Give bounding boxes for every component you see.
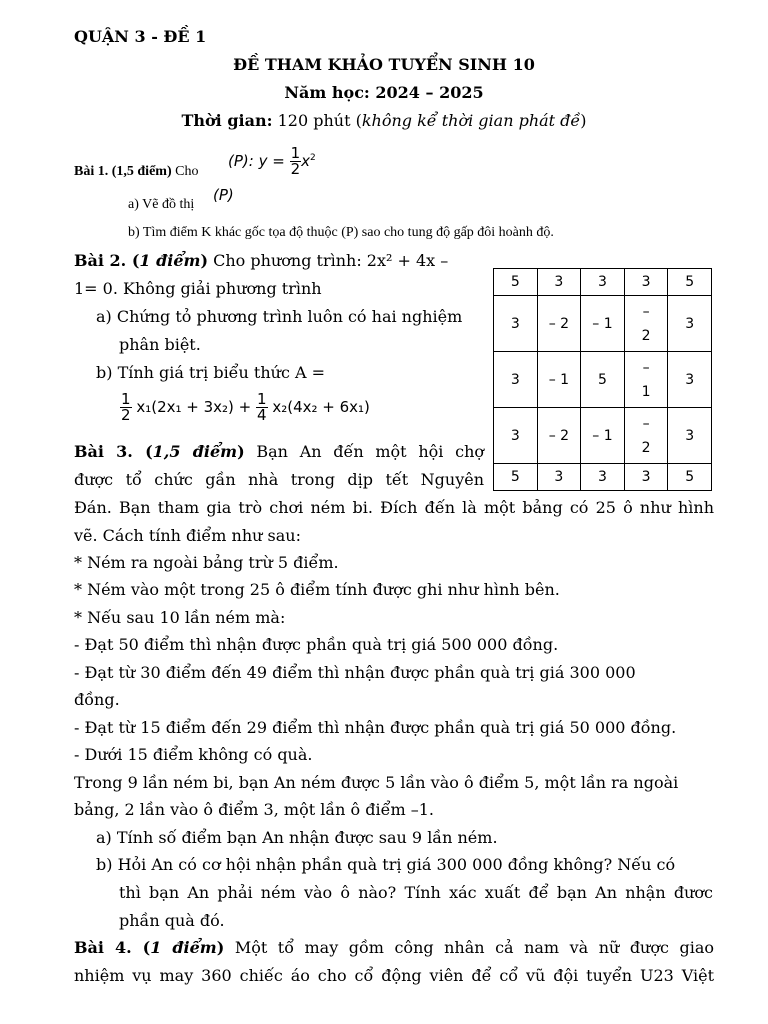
bai3-question-b-line1: b) Hỏi An có cơ hội nhận phần quà trị giá 300 000 đồng không? Nếu có [96,855,676,874]
board-cell: 5 [668,464,712,491]
board-cell: – 2 [537,296,581,352]
board-cell: 3 [537,269,581,296]
bai2-heading: Bài 2. ( [74,251,140,270]
board-cell-stacked: – 1 [641,359,651,400]
board-cell: 3 [581,464,625,491]
expr-half [120,392,132,423]
exam-district: QUẬN 3 - ĐỀ 1 [74,27,207,46]
bai3-story-line1: Trong 9 lần ném bi, bạn An ném được 5 lần vào ô điểm 5, một lần ra ngoài [74,773,679,792]
bai3-heading-close: ) [237,442,245,461]
expr-part2: x₂(4x₂ + 6x₁) [272,398,370,416]
board-row [494,408,712,464]
board-cell [624,296,668,352]
board-cell: 5 [668,269,712,296]
board-cell: 3 [494,352,538,408]
board-row [494,464,712,491]
board-cell: – 1 [537,352,581,408]
bai2-part-b-line1: b) Tính giá trị biểu thức A = [96,363,326,382]
bai4-heading-close: ) [216,938,225,957]
time-note: không kể thời gian phát đề [361,111,581,130]
board-cell: – 1 [581,296,625,352]
bai2-line1 [74,251,448,270]
frac-num: 1 [290,144,301,162]
expr-half-den: 2 [121,406,131,424]
board-cell: 3 [668,352,712,408]
bai1-intro: Cho [175,164,199,179]
expr-quarter-num: 1 [257,390,267,408]
board-cell [624,352,668,408]
bai3-line2: được tổ chức gần nhà trong dịp tết Nguyên [74,470,484,489]
bai3-intro: Bạn An đến một hội chợ [244,442,485,461]
bai1-part-b: b) Tìm điểm K khác gốc tọa độ thuộc (P) sao cho tung độ gấp đôi hoành độ. [128,225,554,240]
bai2-line2: 1= 0. Không giải phương trình [74,279,322,298]
exam-title: ĐỀ THAM KHẢO TUYỂN SINH 10 [233,55,535,74]
bai3-prize4: - Dưới 15 điểm không có quà. [74,745,313,764]
board-cell-stacked: – 2 [641,415,651,456]
board-cell: 5 [494,269,538,296]
bai3-line4: vẽ. Cách tính điểm như sau: [74,526,301,545]
frac-den: 2 [290,160,301,178]
formula-lhs: (P): y = [228,152,285,170]
board-row [494,269,712,296]
bai3-line3: Đán. Bạn tham gia trò chơi ném bi. Đích đến là một bảng có 25 ô như hình [74,498,714,517]
bai2-heading-close: ) [200,251,209,270]
board-cell [624,408,668,464]
board-cell: 3 [581,269,625,296]
board-cell: 5 [494,464,538,491]
board-cell: 3 [624,464,668,491]
bai3-question-b-line3: phần quà đó. [119,911,225,930]
time-label: Thời gian: [181,111,273,130]
bai3-prize3: - Đạt từ 15 điểm đến 29 điểm thì nhận được phần quà trị giá 50 000 đồng. [74,718,677,737]
bai4-points: 1 điểm [150,938,217,957]
board-cell: 3 [494,296,538,352]
bai3-prize1: - Đạt 50 điểm thì nhận được phần quà trị giá 500 000 đồng. [74,635,559,654]
expr-quarter-den: 4 [257,406,267,424]
bai4-line1 [74,938,714,957]
bai2-part-a-line2: phân biệt. [119,335,201,354]
bai1-question [74,164,198,180]
board-cell: 3 [537,464,581,491]
time-value: 120 phút ( [272,111,362,130]
expr-part1: x₁(2x₁ + 3x₂) + [136,398,252,416]
formula-exp: 2 [310,153,316,163]
exam-time [0,111,768,130]
board-row [494,352,712,408]
score-board [493,268,712,491]
bai3-heading: Bài 3. ( [74,442,153,461]
bai4-line2: nhiệm vụ may 360 chiếc áo cho cổ động viên để cổ vũ đội tuyển U23 Việt [74,966,714,985]
board-cell: 3 [494,408,538,464]
exam-year: Năm học: 2024 – 2025 [284,83,484,102]
bai1-heading: Bài 1. (1,5 điểm) [74,164,172,179]
bai2-points: 1 điểm [139,251,201,270]
board-cell-stacked: – 2 [641,303,651,344]
bai2-intro: Cho phương trình: 2x² + 4x – [208,251,449,270]
bai3-line1 [74,442,484,461]
bai3-story-line2: bảng, 2 lần vào ô điểm 3, một lần ô điểm –1. [74,800,434,819]
formula-fraction [290,146,302,177]
formula-rhs: x [301,152,311,170]
bai3-rule1: * Ném ra ngoài bảng trừ 5 điểm. [74,553,339,572]
bai4-intro: Một tổ may gồm công nhân cả nam và nữ được giao [224,938,714,957]
bai2-expression [120,392,370,423]
bai3-question-a: a) Tính số điểm bạn An nhận được sau 9 lần ném. [96,828,498,847]
time-close: ) [580,111,587,130]
board-cell: 3 [668,408,712,464]
bai1-part-a: a) Vẽ đồ thị [128,197,195,212]
bai4-heading: Bài 4. ( [74,938,151,957]
board-cell: 3 [668,296,712,352]
board-cell: 3 [624,269,668,296]
board-cell: – 1 [581,408,625,464]
bai3-points: 1,5 điểm [152,442,238,461]
board-cell: 5 [581,352,625,408]
bai3-prize2-line1: - Đạt từ 30 điểm đến 49 điểm thì nhận được phần quà trị giá 300 000 [74,663,636,682]
board-row [494,296,712,352]
bai2-part-a-line1: a) Chứng tỏ phương trình luôn có hai nghiệm [96,307,463,326]
bai1-part-a-math: (P) [213,186,234,204]
bai3-prize2-line2: đồng. [74,690,120,709]
expr-half-num: 1 [121,390,131,408]
bai3-rule2: * Ném vào một trong 25 ô điểm tính được ghi như hình bên. [74,580,560,599]
board-cell: – 2 [537,408,581,464]
bai3-rule3: * Nếu sau 10 lần ném mà: [74,608,286,627]
bai1-parabola-formula [228,146,316,177]
bai3-question-b-line2: thì bạn An phải ném vào ô nào? Tính xác xuất để bạn An nhận đươc [119,883,713,902]
expr-quarter [256,392,268,423]
